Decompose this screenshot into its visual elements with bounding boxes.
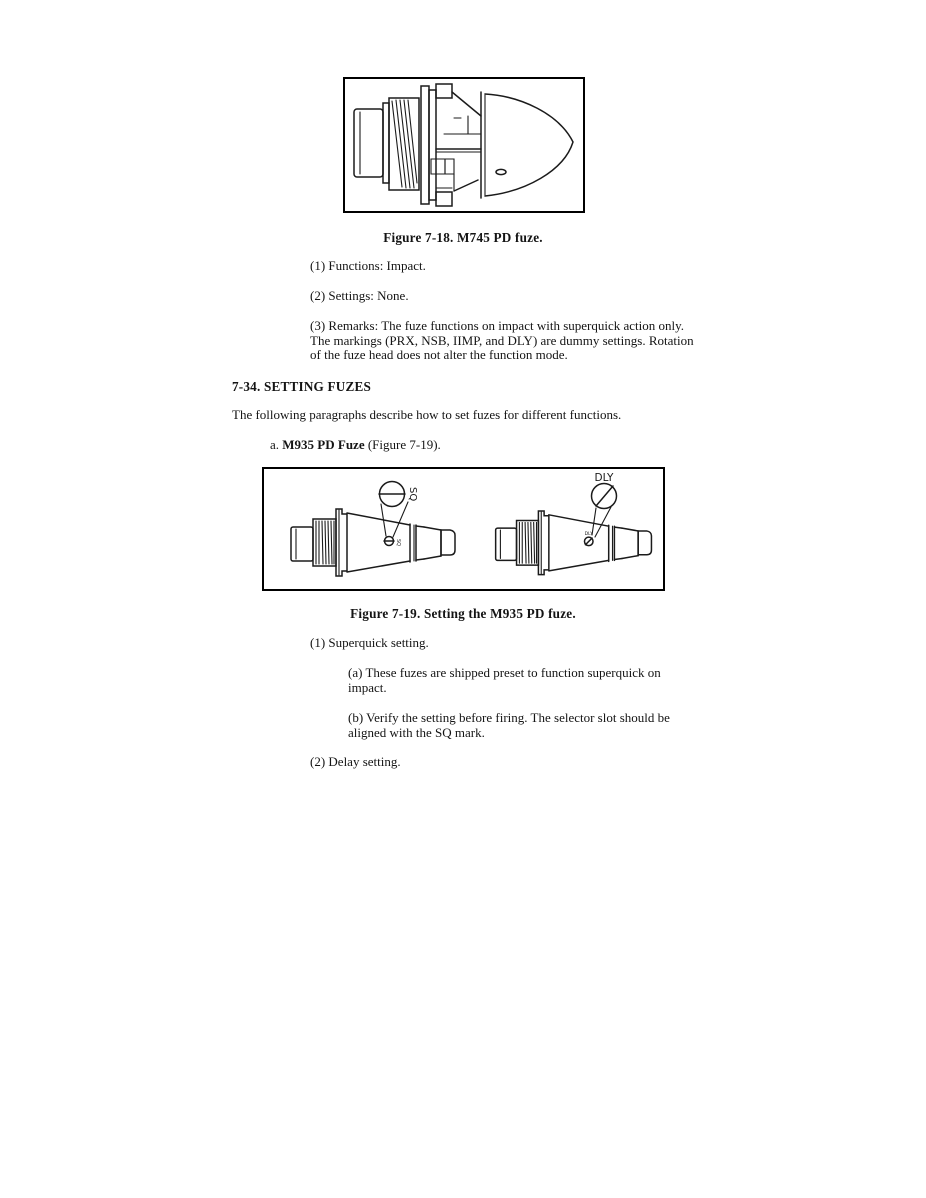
sq-callout bbox=[379, 482, 418, 538]
m745-collar bbox=[383, 103, 389, 183]
item-a bbox=[270, 438, 441, 453]
superquick-sub-b bbox=[348, 711, 670, 740]
sub-a-line-2: impact. bbox=[348, 679, 387, 695]
item-a-suffix: (Figure 7-19). bbox=[364, 437, 441, 452]
remarks-line-2: The markings (PRX, NSB, IIMP, and DLY) are dummy settings. Rotation bbox=[310, 332, 694, 348]
sq-callout-label: SQ bbox=[407, 487, 418, 502]
m745-functions-item: (1) Functions: Impact. bbox=[310, 258, 426, 273]
m745-remarks-item bbox=[310, 319, 694, 363]
figure-7-19-caption: Figure 7-19. Setting the M935 PD fuze. bbox=[350, 606, 576, 621]
section-intro: The following paragraphs describe how to set fuzes for different functions. bbox=[232, 407, 622, 422]
dly-small-label: DLY bbox=[584, 531, 593, 537]
figure-7-18-caption: Figure 7-18. M745 PD fuze. bbox=[383, 230, 543, 245]
m745-ogive bbox=[485, 94, 573, 196]
m935-fuze-dly bbox=[496, 511, 652, 575]
sub-b-line-1: (b) Verify the setting before firing. The selector slot should be bbox=[348, 710, 670, 725]
m745-settings-item: (2) Settings: None. bbox=[310, 288, 409, 303]
figure-7-19-box bbox=[262, 467, 665, 591]
superquick-item: (1) Superquick setting. bbox=[310, 635, 429, 650]
delay-item: (2) Delay setting. bbox=[310, 754, 401, 769]
m745-fuze-drawing bbox=[345, 79, 583, 211]
item-a-prefix: a. bbox=[270, 437, 283, 452]
sq-small-label: SQ bbox=[395, 539, 401, 547]
dly-callout-label: DLY bbox=[594, 472, 614, 484]
remarks-line-1: (3) Remarks: The fuze functions on impact with superquick action only. bbox=[310, 318, 685, 333]
remarks-line-3: of the fuze head does not alter the function mode. bbox=[310, 347, 568, 363]
m745-flange bbox=[421, 86, 429, 204]
sub-a-line-1: (a) These fuzes are shipped preset to function superquick on bbox=[348, 665, 661, 680]
superquick-sub-a bbox=[348, 666, 661, 695]
item-a-fuze-name: M935 PD Fuze bbox=[282, 437, 365, 452]
m935-fuze-sq bbox=[291, 509, 455, 576]
section-heading: 7-34. SETTING FUZES bbox=[232, 379, 372, 394]
m745-slot-mark bbox=[496, 169, 506, 174]
figure-7-18-box bbox=[343, 77, 585, 213]
m935-setting-drawing bbox=[264, 469, 663, 589]
m745-base-cap bbox=[354, 109, 383, 177]
sub-b-line-2: aligned with the SQ mark. bbox=[348, 724, 485, 740]
